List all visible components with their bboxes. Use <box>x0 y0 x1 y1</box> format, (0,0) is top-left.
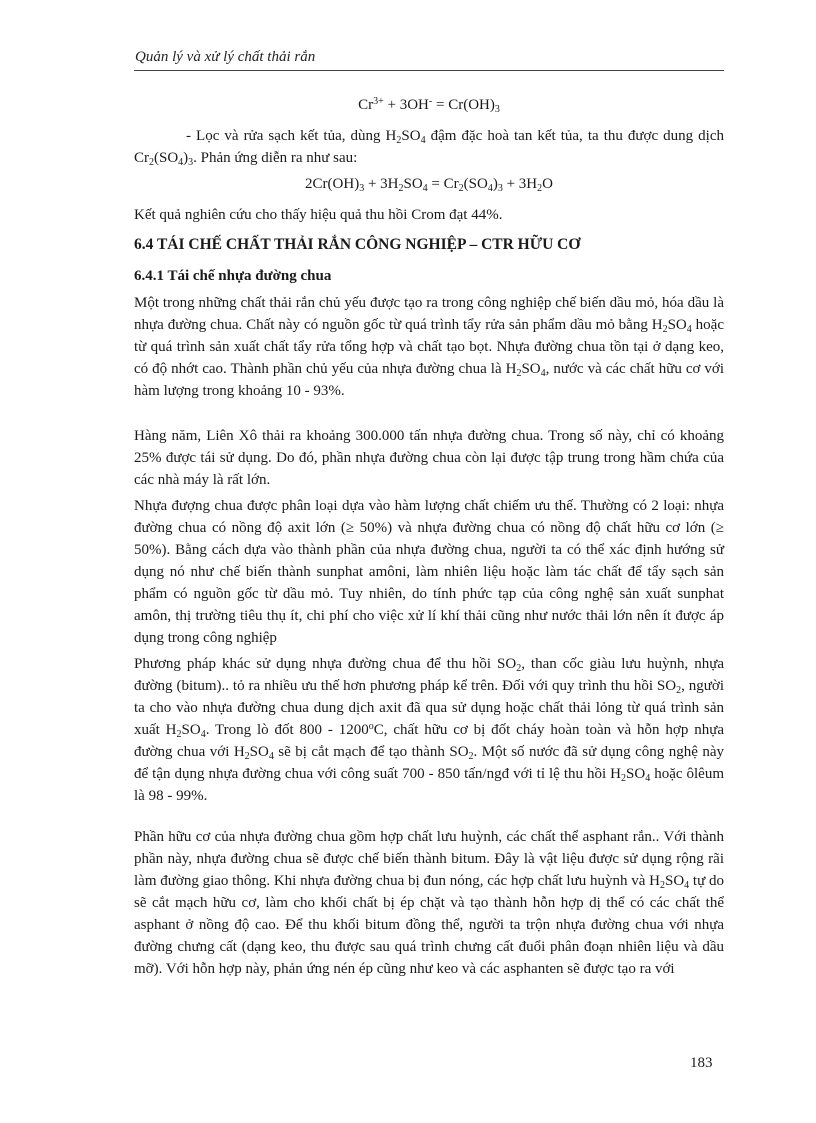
section-heading-6-4: 6.4 TÁI CHẾ CHẤT THẢI RẮN CÔNG NGHIỆP – CTR HỮU CƠ <box>134 236 581 253</box>
paragraph-so2-recovery: Phương pháp khác sử dụng nhựa đường chua để thu hồi $SO_2$, than cốc giàu lưu huỳnh, nhựa đường (bitum).. tỏ ra nhiều ưu thế hơn phương pháp kể trên. Đối với quy trình thu hồi $SO_2$, người ta cho vào nhựa đường chua dung dịch axit đã qua sử dụng hoặc chất thải lỏng từ quá trình sản xuất $H_2SO_4$. Trong lò đốt 800 - 1200$^o$C, chất hữu cơ bị đốt cháy hoàn toàn và hỗn hợp nhựa đường chua với $H_2SO_4$ sẽ bị cắt mạch để tạo thành $SO_2$. Một số nước đã sử dụng công nghệ này để tận dụng nhựa đường chua với công suất 700 - 850 tấn/ngđ với tỉ lệ thu hồi $H_2SO_4$ hoặc ôlêum là 98 - 99%. <box>134 656 724 804</box>
subsection-heading-6-4-1: 6.4.1 Tái chế nhựa đường chua <box>134 268 332 284</box>
paragraph-soviet-production: Hàng năm, Liên Xô thải ra khoảng 300.000 tấn nhựa đường chua. Trong số này, chỉ có khoảng 25% được tái sử dụng. Do đó, phần nhựa đường chua còn lại được tập trung trong hầm chứa của các nhà máy là rất lớn. <box>134 428 724 488</box>
equation-chromium-sulfate: $2Cr(OH)_3 + 3H_2SO_4 = Cr_2(SO_4)_3 + 3H_2O$ <box>305 176 553 194</box>
header-rule <box>134 70 724 71</box>
paragraph-acid-tar-intro: Một trong những chất thải rắn chủ yếu được tạo ra trong công nghiệp chế biến dầu mỏ, hóa dầu là nhựa đường chua. Chất này có nguồn gốc từ quá trình tẩy rửa sản phẩm dầu mỏ bằng $H_2SO_4$ hoặc từ quá trình sản xuất chất tẩy rửa tổng hợp và chất tạo bọt. Nhựa đường chua tồn tại ở dạng keo, có độ nhớt cao. Thành phần chủ yếu của nhựa đường chua là $H_2SO_4$, nước và các chất hữu cơ với hàm lượng trong khoảng 10 - 93%. <box>134 295 725 399</box>
paragraph-result: Kết quả nghiên cứu cho thấy hiệu quả thu hồi Crom đạt 44%. <box>134 207 503 223</box>
paragraph-bitumen: Phần hữu cơ của nhựa đường chua gồm hợp chất lưu huỳnh, các chất thể asphant rắn.. Với thành phần này, nhựa đường chua sẽ được chế biến thành bitum. Đây là vật liệu được sử dụng rộng rãi làm đường giao thông. Khi nhựa đường chua bị đun nóng, các hợp chất lưu huỳnh và $H_2SO_4$ tự do sẽ cắt mạch hữu cơ, làm cho khối chất bị ép chặt và tạo thành hỗn hợp dị thể có các chất thể asphant ở nồng độ cao. Để thu khối bitum đồng thể, người ta trộn nhựa đường chua với nhựa đường chưng cất (dạng keo, thu được sau quá trình chưng cất đuổi phân đoạn nhiên liệu và dầu mỡ). Với hỗn hợp này, phản ứng nén ép cũng như keo và các asphanten sẽ được tạo ra với <box>134 829 724 977</box>
paragraph-classification: Nhựa đượng chua được phân loại dựa vào hàm lượng chất chiếm ưu thế. Thường có 2 loại: nhựa đường chua có nồng độ axit lớn (≥ 50%) và nhựa đường chua có nồng độ chất hữu cơ lớn (≥ 50%). Bằng cách dựa vào thành phần của nhựa đường chua, người ta có thể xác định hướng sử dụng nó như chế biến thành sunphat amôni, làm nhiên liệu hoặc làm tác chất để tẩy sạch sản phẩm có nguồn gốc từ dầu mỏ. Tuy nhiên, do tính phức tạp của công nghệ sản xuất sunphat amôn, thị trường tiêu thụ ít, chi phí cho việc xử lí khí thải cũng như nước thải lớn nên ít được áp dụng trong công nghiệp <box>134 498 724 646</box>
running-header: Quản lý và xử lý chất thải rắn <box>135 49 316 65</box>
equation-chromium-hydroxide: $Cr^{3+} + 3OH^- = Cr(OH)_3$ <box>358 96 500 115</box>
page-number: 183 <box>690 1055 713 1071</box>
paragraph-filter-wash: - Lọc và rửa sạch kết tủa, dùng $H_2SO_4$ đậm đặc hoà tan kết tủa, ta thu được dung dịch $Cr_2(SO_4)_3$. Phản ứng diễn ra như sau: <box>134 128 724 168</box>
